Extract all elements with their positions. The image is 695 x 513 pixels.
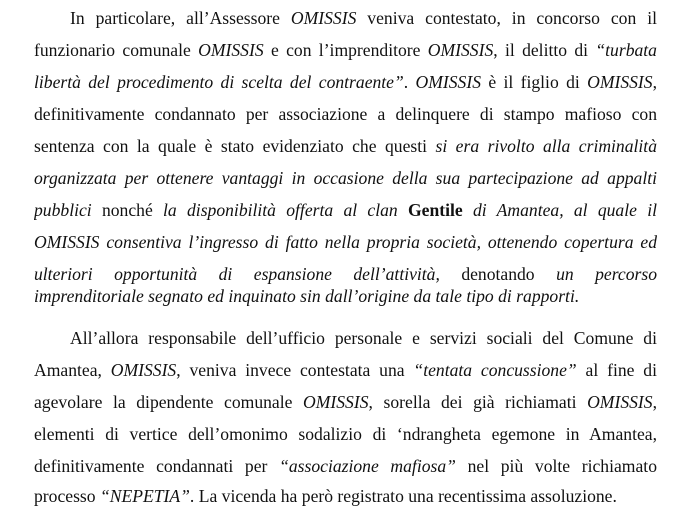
- text-run: Amantea,: [34, 360, 111, 380]
- italic-run: OMISSIS: [427, 40, 494, 60]
- text-run: definitivamente condannati per: [34, 456, 280, 476]
- italic-run: “associazione mafiosa”: [279, 456, 456, 476]
- text-line: [34, 98, 657, 131]
- italic-run: OMISSIS: [290, 8, 357, 28]
- text-run: sentenza con la quale è stato evidenziato che questi: [34, 136, 436, 156]
- text-run: definitivamente condannato per associazione a delinquere di stampo mafioso con: [34, 104, 657, 124]
- text-run: ,: [652, 392, 657, 412]
- italic-run: imprenditoriale segnato ed inquinato sin dall’origine da tale tipo di rapporti.: [34, 286, 580, 306]
- text-run: In particolare, all’Assessore: [70, 8, 291, 28]
- text-line: [34, 386, 657, 419]
- text-line: [34, 450, 657, 483]
- text-run: elementi di vertice dell’omonimo sodalizio di ‘ndrangheta egemone in Amantea,: [34, 424, 657, 444]
- italic-run: OMISSIS: [198, 40, 264, 60]
- italic-run: si era rivolto alla criminalità: [435, 136, 657, 156]
- text-line: [70, 2, 657, 35]
- text-run: ,: [652, 72, 657, 92]
- italic-run: “turbata: [595, 40, 657, 60]
- bold-run: Gentile: [407, 200, 463, 220]
- italic-run: OMISSIS: [415, 72, 482, 92]
- italic-run: OMISSIS: [587, 72, 653, 92]
- italic-run: OMISSIS: [110, 360, 177, 380]
- italic-run: “NEPETIA”: [99, 486, 190, 506]
- italic-run: ulteriori opportunità di espansione dell’attività,: [34, 264, 440, 284]
- text-line: [34, 162, 657, 195]
- italic-run: “tentata concussione”: [413, 360, 577, 380]
- text-line: [34, 480, 657, 513]
- text-run: e con l’imprenditore: [263, 40, 428, 60]
- italic-run: OMISSIS: [303, 392, 369, 412]
- text-run: processo: [34, 486, 100, 506]
- italic-run: libertà del procedimento di scelta del contraente”: [34, 72, 404, 92]
- text-line: [34, 226, 657, 259]
- italic-run: organizzata per ottenere vantaggi in occasione della sua partecipazione ad appalti: [34, 168, 657, 188]
- italic-run: pubblici: [34, 200, 92, 220]
- text-run: al fine di: [576, 360, 657, 380]
- text-line: [70, 322, 657, 355]
- text-run: .: [403, 72, 416, 92]
- text-run: , sorella dei già richiamati: [368, 392, 588, 412]
- text-run: è il figlio di: [481, 72, 588, 92]
- text-run: . La vicenda ha però registrato una recentissima assoluzione.: [189, 486, 617, 506]
- text-line: [34, 418, 657, 451]
- text-line: [34, 66, 657, 99]
- text-run: funzionario comunale: [34, 40, 199, 60]
- text-run: All’allora responsabile dell’ufficio personale e servizi sociali del Comune di: [70, 328, 657, 348]
- text-line: [34, 130, 657, 163]
- text-run: , il delitto di: [493, 40, 596, 60]
- italic-run: di Amantea, al quale il: [462, 200, 657, 220]
- text-run: veniva contestato, in concorso con il: [356, 8, 657, 28]
- text-run: nonché: [91, 200, 164, 220]
- italic-run: OMISSIS: [587, 392, 653, 412]
- italic-run: la disponibilità offerta al clan: [163, 200, 408, 220]
- text-line: [34, 194, 657, 227]
- text-line: [34, 354, 657, 387]
- text-run: denotando: [439, 264, 557, 284]
- text-run: , veniva invece contestata una: [176, 360, 414, 380]
- italic-run: un percorso: [556, 264, 657, 284]
- text-run: nel più volte richiamato: [455, 456, 657, 476]
- text-run: agevolare la dipendente comunale: [34, 392, 304, 412]
- text-line: [34, 34, 657, 67]
- text-line: [34, 280, 657, 313]
- italic-run: OMISSIS consentiva l’ingresso di fatto nella propria società, ottenendo copertura ed: [34, 232, 657, 252]
